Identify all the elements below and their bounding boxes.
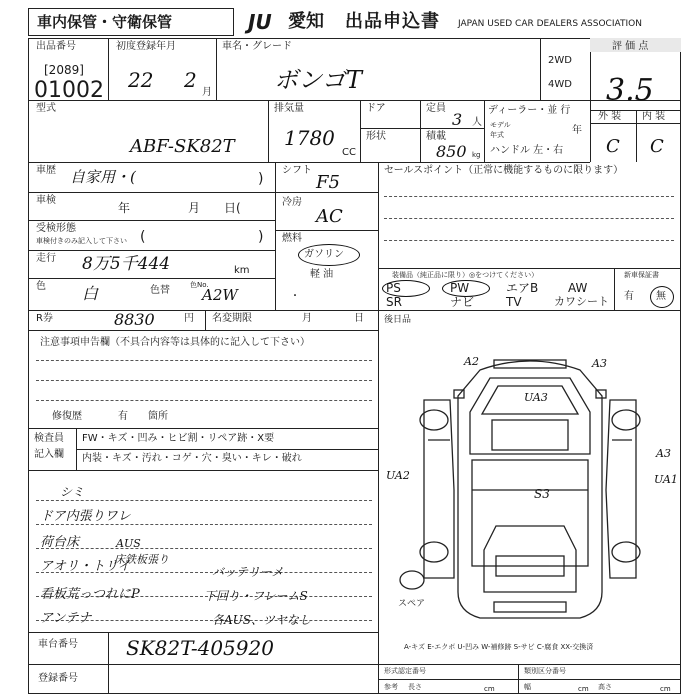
color-value: 白: [82, 284, 99, 303]
disp-label: 排気量: [274, 103, 304, 114]
equip-tv: TV: [506, 295, 522, 309]
fuel-gas-circle: [298, 244, 360, 266]
width-unit: cm: [578, 685, 589, 693]
disp-value: 1780: [284, 126, 335, 150]
capacity-value: 3: [452, 110, 463, 129]
spare-label: スペア: [398, 599, 426, 609]
received-close: ): [258, 229, 264, 245]
equip-airbag: エアB: [506, 281, 539, 295]
received-open: (: [140, 229, 146, 245]
ju-logo: [248, 12, 288, 34]
lot-number: 01002: [34, 78, 104, 103]
name-value: ボンゴT: [274, 66, 363, 94]
ext-label: 外 装: [598, 111, 622, 122]
height-label: 高さ: [598, 683, 612, 691]
sales-label: セールスポイント（正常に機能するものに限ります）: [384, 165, 624, 176]
mark-ua2: UA2: [386, 469, 410, 482]
mileage-value: 8万5千444: [82, 254, 171, 274]
ext-value: C: [606, 136, 620, 157]
lot-label: 出品番号: [36, 41, 76, 52]
received-label: 受検形態: [36, 223, 76, 234]
model-label: 型式: [36, 103, 56, 114]
chassis-label: 車台番号: [38, 639, 78, 650]
mark-a3-right: A3: [656, 447, 671, 460]
note-line-1: シミ: [60, 485, 85, 499]
left-side: [424, 400, 454, 578]
load-unit: kg: [472, 151, 481, 159]
doc-title: 出品申込書: [345, 11, 440, 32]
spare-wheel: [400, 571, 424, 589]
storage-label: 車内保管・守衛保管: [37, 13, 173, 31]
ac-value: AC: [316, 206, 343, 227]
drive-4wd: 4WD: [548, 79, 572, 90]
dealer-label: ディーラー・並 行: [488, 105, 571, 116]
org-name: 愛知: [288, 11, 324, 32]
mark-a3-top: A3: [592, 357, 607, 370]
ac-label: 冷房: [282, 197, 302, 208]
equip-label: 装備品（純正品に限り）◎をつけてください）: [392, 271, 539, 279]
shift-label: シフト: [282, 165, 312, 176]
ref-label: 参考: [384, 683, 398, 691]
color-code-value: A2W: [202, 286, 238, 304]
pw-circle: [442, 280, 490, 297]
inspector-row-2: 内装・キズ・汚れ・コゲ・穴・臭い・キレ・破れ: [82, 453, 302, 464]
note-line-6: アンテナ: [40, 611, 92, 626]
name-change-month: 月: [302, 313, 312, 324]
mark-s3: S3: [534, 487, 550, 501]
first-reg-month-unit: 月: [202, 87, 212, 98]
inspection-year: 年: [118, 201, 131, 215]
warranty-label: 新車保証書: [624, 271, 659, 279]
mark-ua1: UA1: [654, 473, 678, 486]
fuel-gas: ガソリン: [304, 249, 344, 260]
equip-seat: カワシート: [554, 295, 609, 308]
mileage-unit: km: [234, 265, 250, 276]
cargo-bed: [472, 460, 588, 566]
warranty-yes: 有: [624, 291, 634, 302]
right-side: [606, 400, 636, 578]
vehicle-diagram: [380, 330, 680, 642]
received-sub: 車検付きのみ記入して下さい: [36, 237, 127, 245]
equip-pw: PW: [450, 281, 470, 295]
capacity-label: 定員: [426, 103, 446, 114]
first-reg-month: 2: [184, 68, 197, 92]
inspector-label-1: 検査員: [34, 433, 64, 444]
drive-2wd: 2WD: [548, 55, 572, 66]
fuel-dot: ・: [290, 291, 300, 302]
equip-sr: SR: [386, 295, 402, 309]
equip-ps: PS: [386, 281, 401, 295]
roof: [492, 420, 568, 450]
history-close: ): [258, 171, 264, 187]
length-label: 長さ: [408, 683, 422, 691]
handle-label: ハンドル 左・右: [490, 145, 564, 156]
lot-sub: [2089]: [44, 63, 84, 77]
load-value: 850: [436, 142, 467, 161]
disp-unit: CC: [342, 147, 356, 158]
chassis-value: SK82T-405920: [126, 636, 274, 660]
repair-label: 修復歴: [52, 411, 82, 422]
note-line-2: ドア内張りワレ: [40, 509, 131, 524]
equip-navi: ナビ: [450, 295, 475, 309]
rear-view: [484, 526, 576, 592]
notes-label: 注意事項申告欄（不具合内容等は具体的に記入して下さい）: [40, 337, 310, 348]
height-unit: cm: [660, 685, 671, 693]
note-annot-1: AUS: [116, 537, 141, 550]
mileage-label: 走行: [36, 253, 56, 264]
inspector-row-1: FW・キズ・凹み・ヒビ割・リペア跡・X要: [82, 433, 275, 444]
inspection-month: 月: [188, 201, 201, 215]
warranty-circle: [650, 286, 674, 308]
repair-place: 箇所: [148, 411, 168, 422]
model-year-label: モデル: [490, 121, 511, 129]
name-change-label: 名変期限: [212, 313, 252, 324]
repair-value: 有: [118, 411, 128, 422]
width-label: 幅: [524, 683, 531, 691]
year-unit: 年: [572, 125, 582, 136]
category-label: 類別区分番号: [524, 667, 566, 675]
cab-outline: [470, 378, 590, 454]
inspection-label: 車検: [36, 195, 56, 206]
first-reg-year: 22: [128, 68, 154, 92]
load-label: 積載: [426, 131, 446, 142]
history-label: 車歴: [36, 165, 56, 176]
note-rust: 各AUS、ツヤなし: [212, 613, 312, 627]
int-value: C: [650, 136, 664, 157]
color-code-label: 色No.: [190, 281, 209, 289]
recycle-value: 8830: [114, 310, 155, 329]
rear-label: 後日品: [384, 315, 412, 325]
fuel-label: 燃料: [282, 233, 302, 244]
storage-label-box: [28, 8, 234, 36]
ps-circle: [382, 280, 430, 297]
ju-logo-text: JU: [248, 10, 272, 34]
history-value: 自家用・(: [70, 168, 136, 186]
length-unit: cm: [484, 685, 495, 693]
mark-ua3: UA3: [524, 391, 548, 404]
note-line-3: 荷台床: [40, 535, 80, 550]
eval-label: 評 価 点: [612, 41, 649, 52]
note-line-5: 看板荒っつれにP: [40, 587, 140, 602]
recycle-unit: 円: [184, 313, 194, 324]
name-label: 車名・グレード: [222, 41, 292, 52]
shift-value: F5: [316, 172, 340, 193]
recycle-label: R券: [36, 313, 53, 324]
name-change-day: 日: [354, 313, 364, 324]
inspection-day: 日(: [224, 201, 241, 215]
year-label: 年式: [490, 131, 504, 139]
shape-label: 形状: [366, 131, 386, 142]
shape-cert-label: 形式認定番号: [384, 667, 426, 675]
model-value: ABF-SK82T: [130, 136, 235, 157]
mark-a2-top: A2: [464, 355, 479, 368]
note-battery: バッテリーメ: [212, 565, 284, 579]
inspector-label-2: 記入欄: [34, 449, 64, 460]
color-label: 色: [36, 281, 46, 292]
assoc-name: JAPAN USED CAR DEALERS ASSOCIATION: [458, 19, 642, 29]
equip-aw: AW: [568, 281, 588, 295]
warranty-no: 無: [656, 291, 666, 302]
note-annot-2: 床鉄板張り: [114, 553, 169, 566]
int-label: 内 装: [642, 111, 666, 122]
capacity-unit: 人: [472, 117, 482, 128]
damage-legend: A-キズ E-エクボ U-凹み W-補修跡 S-サビ C-腐食 XX-交換済: [404, 643, 594, 651]
note-frame: 下回り・フレームS: [204, 589, 308, 603]
color-no-label: 色替: [150, 285, 170, 296]
eval-value: 3.5: [606, 73, 654, 108]
plate-label: 登録番号: [38, 673, 78, 684]
door-label: ドア: [366, 103, 386, 114]
note-line-4: アオリ・トリイ: [40, 559, 131, 574]
first-reg-label: 初度登録年月: [116, 41, 176, 52]
fuel-diesel: 軽 油: [310, 269, 334, 280]
